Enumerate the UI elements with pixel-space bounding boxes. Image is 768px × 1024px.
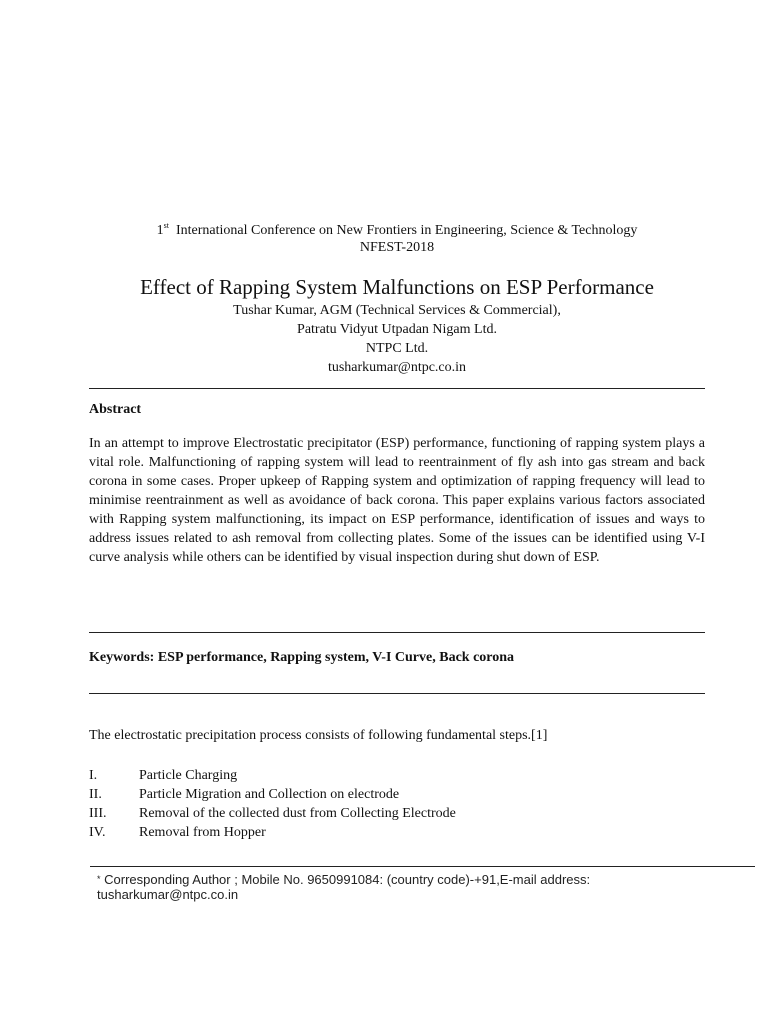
conference-name: International Conference on New Frontiers in Engineering, Science & Technology	[175, 223, 638, 238]
steps-list	[89, 766, 456, 842]
author-block	[90, 301, 704, 377]
conference-ordinal-suffix: st	[163, 221, 169, 230]
author-email[interactable]: tusharkumar@ntpc.co.in	[327, 360, 467, 375]
step-text: Removal of the collected dust from Collecting Electrode	[139, 806, 456, 821]
footnote	[97, 872, 717, 902]
divider-after-authors	[89, 388, 705, 389]
conference-short-name: NFEST-2018	[359, 240, 435, 255]
step-text: Removal from Hopper	[139, 825, 266, 840]
author-affiliation-line: Patratu Vidyut Utpadan Nigam Ltd.	[297, 322, 497, 337]
intro-paragraph: The electrostatic precipitation process consists of following fundamental steps.[1]	[89, 728, 548, 743]
step-text: Particle Migration and Collection on electrode	[139, 787, 400, 802]
list-item	[89, 804, 456, 823]
step-number: II.	[89, 787, 102, 802]
author-name-line: Tushar Kumar, AGM (Technical Services & Commercial),	[233, 303, 561, 318]
footnote-marker: *	[97, 874, 101, 884]
step-number: IV.	[89, 825, 106, 840]
list-item	[89, 766, 456, 785]
divider-after-keywords	[89, 693, 705, 694]
abstract-text: In an attempt to improve Electrostatic precipitator (ESP) performance, functioning of rapping system plays a vital role. Malfunctioning of rapping system will lead to reentrainment of fly ash into gas stream and back corona in some cases. Proper upkeep of Rapping system and optimization of rapping frequency will lead to minimise reentrainment as well as avoidance of back corona. This paper explains various factors associated with Rapping system malfunctioning, its impact on ESP performance, identification of issues and ways to address issues related to ash removal from collecting plates. Some of the issues can be identified using V-I curve analysis while others can be identified by visual inspection during shut down of ESP.	[89, 436, 705, 565]
abstract-heading: Abstract	[89, 402, 142, 417]
conference-name-line	[90, 222, 704, 239]
footnote-email[interactable]: tusharkumar@ntpc.co.in	[97, 887, 239, 902]
author-organization-line: NTPC Ltd.	[365, 341, 429, 356]
divider-before-keywords	[89, 632, 705, 633]
list-item	[89, 823, 456, 842]
footnote-line-1	[97, 872, 717, 887]
paper-title: Effect of Rapping System Malfunctions on ESP Performance	[140, 275, 654, 299]
list-item	[89, 785, 456, 804]
step-number: I.	[89, 768, 98, 783]
conference-header	[90, 222, 704, 256]
conference-ordinal: 1	[156, 223, 164, 238]
keywords-line: Keywords: ESP performance, Rapping system, V-I Curve, Back corona	[89, 650, 515, 665]
step-number: III.	[89, 806, 107, 821]
footnote-text: Corresponding Author ; Mobile No. 9650991084: (country code)-+91,E-mail address:	[104, 872, 591, 887]
footnote-divider	[90, 866, 755, 867]
step-text: Particle Charging	[139, 768, 238, 783]
